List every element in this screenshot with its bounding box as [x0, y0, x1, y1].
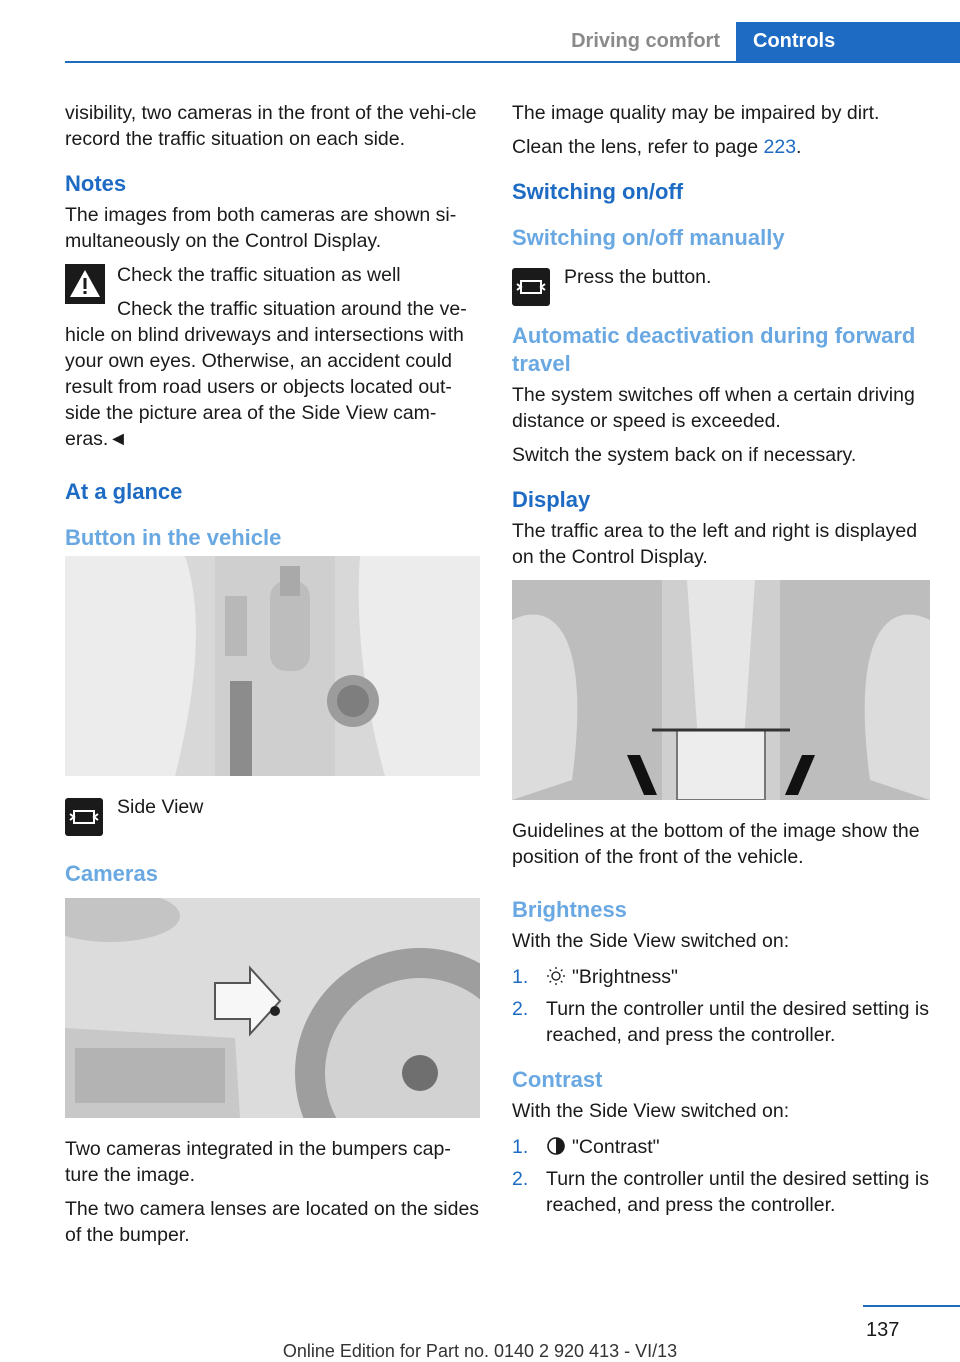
contrast-menu-item: "Contrast" — [572, 1136, 660, 1158]
button-in-vehicle-heading: Button in the vehicle — [65, 525, 282, 550]
side-view-button-icon[interactable] — [65, 798, 103, 836]
switching-heading: Switching on/off — [512, 179, 684, 204]
step-number: 1. — [512, 966, 529, 988]
brightness-step-text: Turn the controller until the desired setting is reached, and press the controller. — [546, 998, 929, 1046]
brightness-sun-icon — [546, 966, 566, 986]
press-button-text: Press the button. — [564, 266, 712, 288]
brightness-steps — [512, 964, 930, 1048]
brightness-menu-item: "Brightness" — [572, 966, 678, 988]
guidelines-paragraph: Guidelines at the bottom of the image show the position of the front of the vehicle. — [512, 820, 920, 868]
side-view-button-row — [65, 794, 480, 834]
auto-deactivation-paragraph-1: The system switches off when a certain driving distance or speed is exceeded. — [512, 384, 915, 432]
center-console-illustration — [65, 556, 480, 776]
right-column — [512, 100, 930, 1230]
brightness-heading: Brightness — [512, 897, 627, 922]
warning-triangle-icon — [65, 264, 105, 304]
left-column — [65, 100, 480, 1256]
contrast-heading: Contrast — [512, 1067, 603, 1092]
display-heading: Display — [512, 487, 591, 512]
notes-heading: Notes — [65, 171, 127, 196]
page-reference-link[interactable]: 223 — [763, 136, 797, 158]
step-number: 2. — [512, 1168, 529, 1190]
dirt-paragraph: The image quality may be impaired by dirt. — [512, 102, 880, 124]
clean-lens-paragraph — [512, 134, 930, 160]
contrast-step — [512, 1166, 930, 1218]
cameras-paragraph-2: The two camera lenses are located on the sides of the bumper. — [65, 1198, 480, 1246]
switching-manual-heading: Switching on/off manually — [512, 225, 785, 250]
notes-paragraph: The images from both cameras are shown si-multaneously on the Control Display. — [65, 204, 457, 252]
contrast-step — [512, 1134, 930, 1160]
warning-text: Check the traffic situation around the ve-hicle on blind driveways and intersections with your own eyes. Otherwise, an accident could result from road users or objects located out-side the picture area of the Side View cam-eras.◄ — [65, 298, 467, 450]
step-number: 1. — [512, 1136, 529, 1158]
clean-lens-text: Clean the lens, refer to page — [512, 136, 764, 158]
display-paragraph: The traffic area to the left and right is displayed on the Control Display. — [512, 520, 918, 568]
side-view-button-icon[interactable] — [512, 268, 550, 306]
header-chapter-tab: Controls — [736, 22, 960, 63]
intro-paragraph: visibility, two cameras in the front of the vehi-cle record the traffic situation on each side. — [65, 102, 477, 150]
brightness-intro: With the Side View switched on: — [512, 930, 790, 952]
bumper-camera-illustration — [65, 898, 480, 1118]
press-button-row — [512, 264, 930, 304]
contrast-steps — [512, 1134, 930, 1218]
warning-title: Check the traffic situation as well — [117, 264, 401, 286]
brightness-step — [512, 996, 930, 1048]
header-section-title: Driving comfort — [571, 30, 720, 52]
edition-footer: Online Edition for Part no. 0140 2 920 413 - VI/13 — [282, 1341, 678, 1361]
at-a-glance-heading: At a glance — [65, 479, 183, 504]
footer-rule — [863, 1305, 960, 1307]
cameras-paragraph-1: Two cameras integrated in the bumpers cap-ture the image. — [65, 1138, 451, 1186]
brightness-step — [512, 964, 930, 990]
page-number: 137 — [866, 1319, 900, 1341]
side-view-label: Side View — [117, 796, 204, 818]
side-view-display-illustration — [512, 580, 930, 800]
cameras-heading: Cameras — [65, 861, 158, 886]
contrast-step-text: Turn the controller until the desired setting is reached, and press the controller. — [546, 1168, 929, 1216]
step-number: 2. — [512, 998, 529, 1020]
auto-deactivation-paragraph-2: Switch the system back on if necessary. — [512, 444, 857, 466]
contrast-icon — [546, 1136, 566, 1156]
contrast-intro: With the Side View switched on: — [512, 1100, 790, 1122]
auto-deactivation-heading: Automatic deactivation during forward travel — [512, 323, 916, 376]
header-rule — [65, 61, 960, 63]
warning-block — [65, 262, 480, 452]
clean-lens-period: . — [796, 136, 802, 158]
